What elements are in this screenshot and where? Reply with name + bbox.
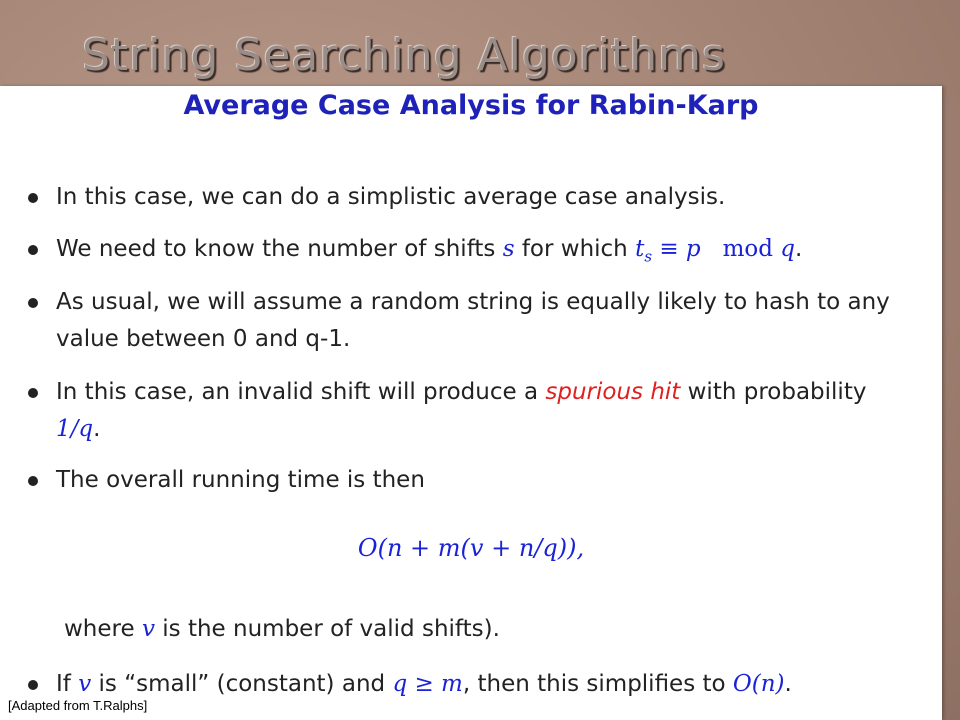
bullet-text: with probability bbox=[680, 379, 867, 405]
slide-title: String Searching Algorithms bbox=[82, 30, 726, 81]
bullet-item-4: In this case, an invalid shift will produce a spurious hit with probability 1/q. bbox=[56, 379, 867, 442]
math-ts: $t_s \equiv p$ bbox=[635, 236, 701, 266]
math-q: q bbox=[780, 236, 796, 262]
bullet-text: The overall running time is then bbox=[56, 467, 425, 493]
bullet-item-1 bbox=[56, 179, 926, 216]
running-time-formula: O(n + m(v + n/q)), bbox=[357, 534, 585, 562]
bullet-item-5 bbox=[56, 462, 926, 499]
math-v: v bbox=[78, 671, 92, 697]
math-s: s bbox=[502, 236, 515, 262]
bullet-text: We need to know the number of shifts bbox=[56, 236, 503, 262]
math-condition: q ≥ m bbox=[392, 671, 463, 697]
bullet-dot bbox=[28, 388, 38, 398]
where-clause: where v is the number of valid shifts). bbox=[64, 616, 500, 642]
slide-content bbox=[0, 86, 942, 720]
bullet-item-2: We need to know the number of shifts s for which $t_s \equiv p$ mod q. bbox=[56, 236, 803, 266]
bullet-dot bbox=[28, 680, 38, 690]
math-v: v bbox=[141, 616, 155, 642]
bullet-text: In this case, an invalid shift will produce a bbox=[56, 379, 546, 405]
math-mod: mod bbox=[722, 236, 773, 262]
bullet-dot bbox=[28, 298, 38, 308]
bullet-dot bbox=[28, 193, 38, 203]
attribution: [Adapted from T.Ralphs] bbox=[8, 698, 148, 713]
bullet-text: for which bbox=[514, 236, 636, 262]
section-heading: Average Case Analysis for Rabin-Karp bbox=[183, 90, 759, 121]
bullet-item-6: If v is “small” (constant) and q ≥ m, then this simplifies to O(n). bbox=[56, 671, 792, 697]
bullet-dot bbox=[28, 476, 38, 486]
math-result: O(n) bbox=[732, 671, 785, 697]
bullet-dot bbox=[28, 245, 38, 255]
bullet-text: As usual, we will assume a random string is equally likely to hash to any value between 0 and q-1. bbox=[56, 289, 890, 352]
spurious-hit-text: spurious hit bbox=[545, 379, 681, 405]
bullet-item-3 bbox=[56, 284, 926, 358]
bullet-text: In this case, we can do a simplistic average case analysis. bbox=[56, 184, 726, 210]
math-probability: 1/q bbox=[56, 416, 94, 442]
